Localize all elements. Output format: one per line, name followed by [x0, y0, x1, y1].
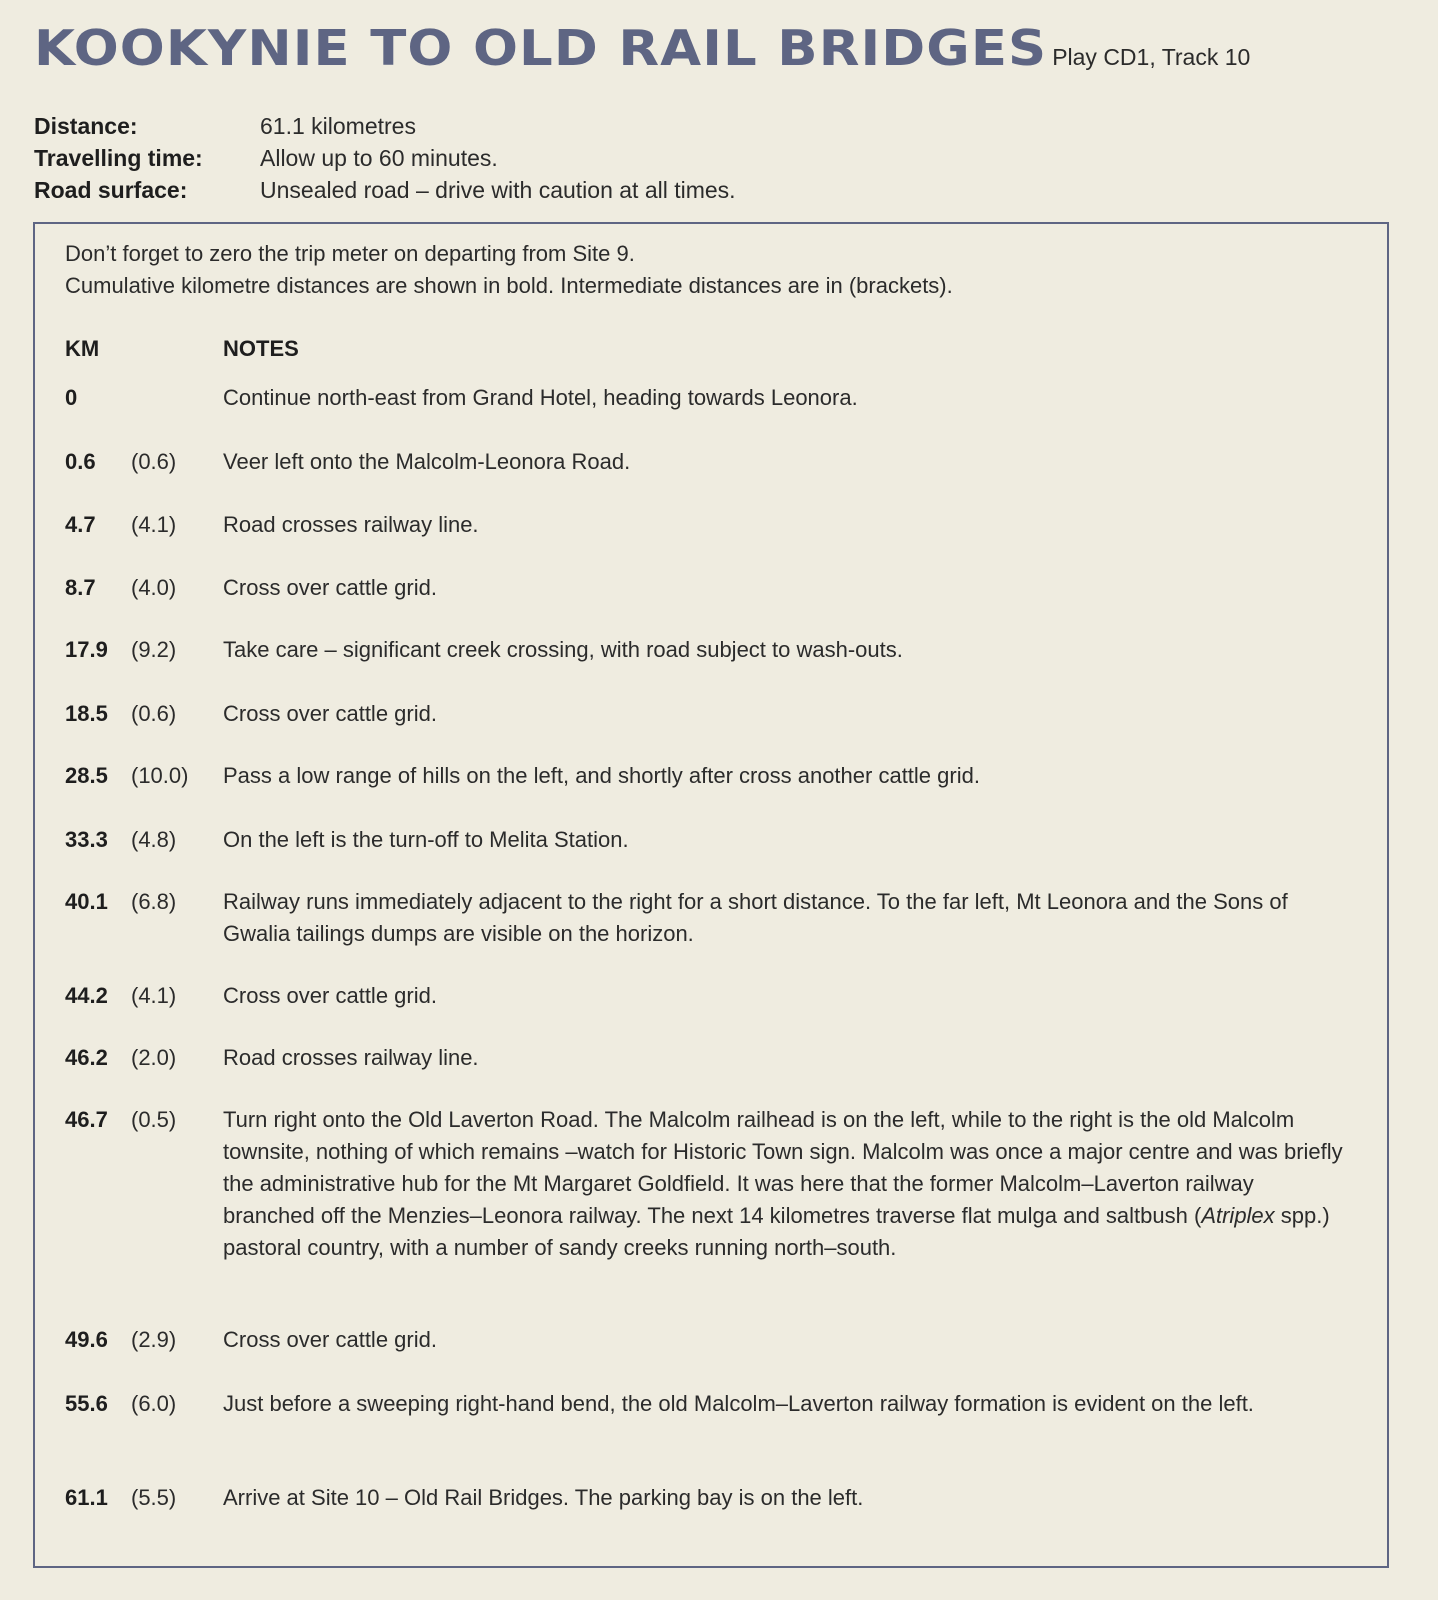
- intermediate-km: (9.2): [131, 637, 177, 662]
- note-text: Road crosses railway line.: [223, 1045, 479, 1070]
- info-label: Road surface:: [34, 177, 188, 203]
- track-reference: Play CD1, Track 10: [1052, 44, 1251, 70]
- cumulative-km: 17.9: [65, 637, 108, 662]
- route-note: [223, 1324, 1343, 1356]
- intermediate-km: (5.5): [131, 1485, 177, 1510]
- intermediate-km: (6.0): [131, 1391, 177, 1416]
- info-value: 61.1 kilometres: [260, 113, 416, 139]
- route-note: [223, 1104, 1343, 1264]
- intermediate-km: (0.6): [131, 449, 177, 474]
- route-note: [223, 886, 1343, 950]
- cumulative-km: 46.2: [65, 1045, 108, 1070]
- route-note: [223, 634, 1343, 666]
- intermediate-km: (4.0): [131, 575, 177, 600]
- info-value: Unsealed road – drive with caution at all times.: [260, 177, 736, 203]
- route-note: [223, 1388, 1343, 1420]
- note-text: Take care – significant creek crossing, with road subject to wash-outs.: [223, 637, 903, 662]
- intermediate-km: (2.0): [131, 1045, 177, 1070]
- intro-line: Cumulative kilometre distances are shown in bold. Intermediate distances are in (brackets).: [65, 273, 953, 298]
- note-text: Cross over cattle grid.: [223, 983, 437, 1008]
- note-text: Turn right onto the Old Laverton Road. The Malcolm railhead is on the left, while to the right is the old Malcolm townsite, nothing of which remains –watch for Historic Town sign. Malcolm was once a major centre and was briefly the administrative hub for the Mt Margaret Goldfield. It was here that the former Malcolm–Laverton railway branched off the Menzies–Leonora railway. The next 14 kilometres traverse flat mulga and saltbush (: [223, 1107, 1343, 1228]
- cumulative-km: 61.1: [65, 1485, 108, 1510]
- intro-text: [65, 238, 953, 302]
- column-header-notes: NOTES: [223, 336, 299, 361]
- cumulative-km: 18.5: [65, 701, 108, 726]
- route-note: [223, 382, 1343, 414]
- note-text: Just before a sweeping right-hand bend, the old Malcolm–Laverton railway formation is evident on the left.: [223, 1391, 1254, 1416]
- info-value: Allow up to 60 minutes.: [260, 145, 498, 171]
- info-row-travelling-time: [34, 142, 736, 174]
- page-header: [34, 20, 1414, 77]
- cumulative-km: 4.7: [65, 512, 96, 537]
- intermediate-km: (4.1): [131, 512, 177, 537]
- intro-line: Don’t forget to zero the trip meter on departing from Site 9.: [65, 241, 635, 266]
- trip-info: [34, 110, 736, 206]
- route-note: [223, 824, 1343, 856]
- cumulative-km: 0: [65, 385, 78, 410]
- route-note: [223, 1482, 1343, 1514]
- note-text: Road crosses railway line.: [223, 512, 479, 537]
- route-note: [223, 1042, 1343, 1074]
- info-row-road-surface: [34, 174, 736, 206]
- note-text: Cross over cattle grid.: [223, 575, 437, 600]
- note-text: Railway runs immediately adjacent to the right for a short distance. To the far left, Mt Leonora and the Sons of Gwalia tailings dumps are visible on the horizon.: [223, 889, 1288, 946]
- intermediate-km: (4.8): [131, 827, 177, 852]
- route-note: [223, 572, 1343, 604]
- note-text: Pass a low range of hills on the left, and shortly after cross another cattle grid.: [223, 763, 980, 788]
- note-text: Cross over cattle grid.: [223, 701, 437, 726]
- cumulative-km: 49.6: [65, 1327, 108, 1352]
- cumulative-km: 28.5: [65, 763, 108, 788]
- note-text: Cross over cattle grid.: [223, 1327, 437, 1352]
- note-text: On the left is the turn-off to Melita Station.: [223, 827, 629, 852]
- cumulative-km: 33.3: [65, 827, 108, 852]
- note-text: spp.) pastoral country, with a number of sandy creeks running north–south.: [223, 1203, 1330, 1260]
- cumulative-km: 40.1: [65, 889, 108, 914]
- note-text: Veer left onto the Malcolm-Leonora Road.: [223, 449, 631, 474]
- cumulative-km: 46.7: [65, 1107, 108, 1132]
- note-text: Continue north-east from Grand Hotel, heading towards Leonora.: [223, 385, 858, 410]
- column-header-km: KM: [65, 336, 100, 361]
- cumulative-km: 55.6: [65, 1391, 108, 1416]
- intermediate-km: (0.6): [131, 701, 177, 726]
- species-name: Atriplex: [1201, 1203, 1275, 1228]
- info-label: Travelling time:: [34, 145, 203, 171]
- info-label: Distance:: [34, 113, 138, 139]
- route-note: [223, 446, 1343, 478]
- cumulative-km: 0.6: [65, 449, 96, 474]
- intermediate-km: (0.5): [131, 1107, 177, 1132]
- route-note: [223, 760, 1343, 792]
- intermediate-km: (6.8): [131, 889, 177, 914]
- intermediate-km: (10.0): [131, 763, 189, 788]
- route-notes-box: [33, 222, 1389, 1568]
- intermediate-km: (2.9): [131, 1327, 177, 1352]
- route-note: [223, 509, 1343, 541]
- route-note: [223, 698, 1343, 730]
- info-row-distance: [34, 110, 736, 142]
- page-title: KOOKYNIE TO OLD RAIL BRIDGES: [34, 20, 1048, 77]
- cumulative-km: 8.7: [65, 575, 96, 600]
- note-text: Arrive at Site 10 – Old Rail Bridges. The parking bay is on the left.: [223, 1485, 864, 1510]
- cumulative-km: 44.2: [65, 983, 108, 1008]
- route-note: [223, 980, 1343, 1012]
- intermediate-km: (4.1): [131, 983, 177, 1008]
